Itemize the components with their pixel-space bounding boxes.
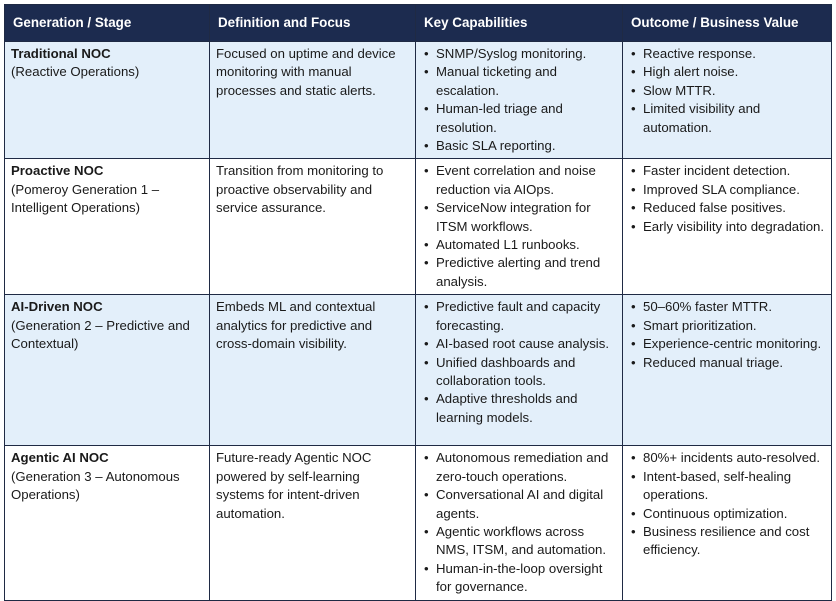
list-item: • Limited visibility and automation. (629, 100, 825, 137)
stage-name: Agentic AI NOC (11, 450, 109, 466)
list-item: • Continuous optimization. (629, 505, 825, 523)
list-item: • AI-based root cause analysis. (422, 335, 616, 353)
capabilities-cell (416, 446, 623, 600)
list-item: • Improved SLA compliance. (629, 181, 825, 199)
outcomes-cell (623, 446, 832, 600)
noc-evolution-table (4, 4, 832, 601)
definition-cell (210, 159, 416, 295)
list-item: • SNMP/Syslog monitoring. (422, 45, 616, 63)
list-item: • Predictive fault and capacity forecasting. (422, 298, 616, 335)
table-header (5, 5, 832, 42)
table-row (5, 159, 832, 295)
capabilities-list (422, 162, 616, 291)
definition-text: Transition from monitoring to proactive observability and service assurance. (216, 163, 384, 216)
capabilities-cell (416, 159, 623, 295)
list-item: • Autonomous remediation and zero-touch operations. (422, 449, 616, 486)
definition-cell (210, 446, 416, 600)
list-item: • Event correlation and noise reduction via AIOps. (422, 162, 616, 199)
outcomes-cell (623, 159, 832, 295)
outcomes-cell (623, 42, 832, 159)
capabilities-cell (416, 42, 623, 159)
outcomes-list (629, 45, 825, 137)
list-item: • Slow MTTR. (629, 82, 825, 100)
capabilities-list (422, 298, 616, 427)
stage-name: AI-Driven NOC (11, 299, 103, 315)
list-item: • Manual ticketing and escalation. (422, 63, 616, 100)
header-key-capabilities: Key Capabilities (416, 5, 623, 42)
outcomes-list (629, 449, 825, 559)
list-item: • Reduced manual triage. (629, 354, 825, 372)
definition-text: Focused on uptime and device monitoring with manual processes and static alerts. (216, 46, 396, 98)
list-item: • Early visibility into degradation. (629, 218, 825, 236)
list-item: • Conversational AI and digital agents. (422, 486, 616, 523)
stage-cell (5, 446, 210, 600)
stage-subtitle: (Pomeroy Generation 1 – Intelligent Operations) (11, 181, 160, 216)
outcomes-list (629, 162, 825, 236)
list-item: • Predictive alerting and trend analysis. (422, 254, 616, 291)
table-row (5, 42, 832, 159)
list-item: • Agentic workflows across NMS, ITSM, and automation. (422, 523, 616, 560)
definition-text: Future-ready Agentic NOC powered by self-learning systems for intent-driven automation. (216, 450, 372, 521)
outcomes-list (629, 298, 825, 372)
definition-cell (210, 295, 416, 446)
definition-cell (210, 42, 416, 159)
list-item: • Human-in-the-loop oversight for governance. (422, 560, 616, 597)
stage-cell (5, 295, 210, 446)
capabilities-list (422, 45, 616, 155)
table-row (5, 446, 832, 600)
list-item: • Smart prioritization. (629, 317, 825, 335)
list-item: • 50–60% faster MTTR. (629, 298, 825, 316)
list-item: • Automated L1 runbooks. (422, 236, 616, 254)
list-item: • High alert noise. (629, 63, 825, 81)
list-item: • Basic SLA reporting. (422, 137, 616, 155)
stage-cell (5, 42, 210, 159)
list-item: • Faster incident detection. (629, 162, 825, 180)
list-item: • ServiceNow integration for ITSM workflows. (422, 199, 616, 236)
header-generation-stage: Generation / Stage (5, 5, 210, 42)
list-item: • Experience-centric monitoring. (629, 335, 825, 353)
header-row (5, 5, 832, 42)
table-body (5, 42, 832, 601)
stage-subtitle: (Generation 2 – Predictive and Contextual) (11, 317, 190, 352)
list-item: • Human-led triage and resolution. (422, 100, 616, 137)
capabilities-list (422, 449, 616, 596)
table-row (5, 295, 832, 446)
stage-cell (5, 159, 210, 295)
header-outcome-value: Outcome / Business Value (623, 5, 832, 42)
stage-subtitle: (Reactive Operations) (11, 64, 140, 80)
outcomes-cell (623, 295, 832, 446)
list-item: • Reduced false positives. (629, 199, 825, 217)
list-item: • Unified dashboards and collaboration tools. (422, 354, 616, 391)
stage-subtitle: (Generation 3 – Autonomous Operations) (11, 468, 180, 503)
list-item: • Intent-based, self-healing operations. (629, 468, 825, 505)
capabilities-cell (416, 295, 623, 446)
list-item: • Reactive response. (629, 45, 825, 63)
header-definition-focus: Definition and Focus (210, 5, 416, 42)
list-item: • Business resilience and cost efficiency. (629, 523, 825, 560)
stage-name: Proactive NOC (11, 163, 104, 179)
stage-name: Traditional NOC (11, 46, 111, 61)
list-item: • Adaptive thresholds and learning models. (422, 390, 616, 427)
list-item: • 80%+ incidents auto-resolved. (629, 449, 825, 467)
definition-text: Embeds ML and contextual analytics for predictive and cross-domain visibility. (216, 299, 376, 352)
